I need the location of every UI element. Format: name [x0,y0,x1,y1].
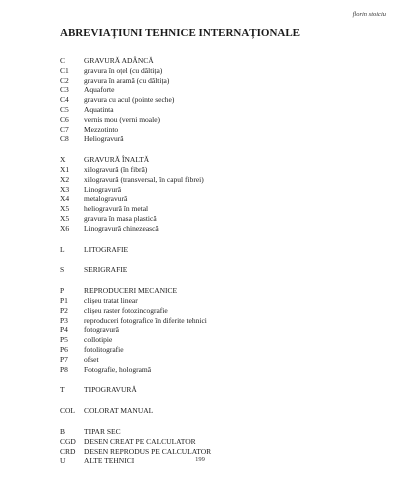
abbreviation-row [60,56,380,66]
abbreviation-code: C7 [60,124,69,134]
abbreviation-code: P5 [60,335,68,345]
abbreviation-description: gravura în aramă (cu dăltița) [84,75,170,85]
abbreviation-description: TIPOGRAVURĂ [84,385,137,395]
abbreviation-row [60,224,380,234]
abbreviation-code: C1 [60,65,69,75]
abbreviation-row [60,385,380,395]
abbreviation-description: LITOGRAFIE [84,244,129,254]
abbreviation-code: P3 [60,315,68,325]
abbreviation-row [60,316,380,326]
abbreviation-code: X1 [60,164,70,174]
abbreviation-description: ALTE TEHNICI [84,456,135,466]
abbreviation-code: X6 [60,223,70,233]
abbreviation-description: GRAVURĂ ADÂNCĂ [84,56,154,65]
abbreviation-description: heliogravură în metal [84,204,149,214]
abbreviation-code: X5 [60,204,70,214]
running-header: florin stoiciu [352,11,386,18]
page-title: ABREVIAȚIUNI TEHNICE INTERNAȚIONALE [60,27,301,39]
abbreviation-code: CGD [60,436,76,446]
abbreviation-row [60,175,380,185]
abbreviation-code: P2 [60,305,68,315]
abbreviation-row [60,245,380,255]
abbreviation-row [60,265,380,275]
abbreviation-code: P1 [60,295,68,305]
abbreviation-description: Fotografie, hologramă [84,364,152,374]
abbreviation-code: C [60,56,66,65]
abbreviation-row [60,406,380,416]
abbreviation-group [60,385,380,395]
abbreviation-code: P7 [60,354,68,364]
abbreviation-code: T [60,385,65,395]
abbreviation-description: COLORAT MANUAL [84,406,154,416]
abbreviation-description: DESEN REPRODUS PE CALCULATOR [84,446,212,456]
abbreviation-row [60,355,380,365]
abbreviation-row [60,427,380,437]
abbreviation-description: gravura în masa plastică [84,213,157,223]
abbreviation-description: metalogravură [84,194,128,204]
abbreviation-description: reproduceri fotografice în diferite tehnici [84,315,207,325]
abbreviation-code: X3 [60,184,70,194]
abbreviation-row [60,306,380,316]
abbreviation-code: P4 [60,325,68,335]
abbreviation-code: X5 [60,213,70,223]
abbreviation-description: GRAVURĂ ÎNALTĂ [84,155,150,165]
abbreviation-description: DESEN CREAT PE CALCULATOR [84,436,196,446]
abbreviation-description: Aquatinta [84,104,114,114]
abbreviation-code: C5 [60,104,69,114]
abbreviation-description: ofset [84,354,99,364]
abbreviation-group [60,56,380,144]
abbreviation-code: X2 [60,174,70,184]
abbreviation-code: U [60,456,66,466]
abbreviation-row [60,165,380,175]
abbreviation-description: fotolitografie [84,344,124,354]
abbreviation-row [60,155,380,165]
abbreviation-code: X4 [60,194,70,204]
abbreviation-description: Linogravură chinezească [84,223,159,233]
abbreviation-row [60,76,380,86]
abbreviation-description: vernis mou (verni moale) [84,114,161,124]
abbreviation-code: C3 [60,85,69,95]
abbreviation-code: X [60,155,66,165]
abbreviation-row [60,115,380,125]
abbreviation-description: collotipie [84,335,113,345]
abbreviation-row [60,286,380,296]
abbreviation-row [60,345,380,355]
abbreviation-row [60,325,380,335]
abbreviation-code: P8 [60,364,68,374]
abbreviation-description: xilogravură (în fibră) [84,164,148,174]
abbreviation-list [60,56,380,477]
abbreviation-row [60,214,380,224]
abbreviation-row [60,194,380,204]
abbreviation-code: C8 [60,134,69,144]
abbreviation-row [60,296,380,306]
abbreviation-code: C4 [60,95,69,105]
abbreviation-code: P [60,286,65,296]
abbreviation-group [60,265,380,275]
abbreviation-row [60,185,380,195]
abbreviation-code: C6 [60,114,69,124]
abbreviation-row [60,437,380,447]
abbreviation-row [60,335,380,345]
abbreviation-description: fotogravură [84,325,119,335]
abbreviation-code: S [60,265,65,275]
abbreviation-row [60,105,380,115]
abbreviation-group [60,155,380,233]
abbreviation-row [60,125,380,135]
abbreviation-code: CRD [60,446,76,456]
abbreviation-description: Linogravură [84,184,122,194]
abbreviation-group [60,286,380,374]
abbreviation-row [60,204,380,214]
abbreviation-description: clișeu tratat linear [84,295,138,305]
abbreviation-description: Mezzotinto [84,124,119,134]
abbreviation-group [60,245,380,255]
abbreviation-code: COL [60,406,75,416]
abbreviation-row [60,447,380,457]
abbreviation-row [60,85,380,95]
abbreviation-description: clișeu raster fotozincografie [84,305,168,315]
abbreviation-code: C2 [60,75,69,85]
abbreviation-row [60,95,380,105]
abbreviation-group [60,406,380,416]
abbreviation-description: Heliogravură [84,134,124,144]
abbreviation-description: xilogravură (transversal, în capul fibrei) [84,174,204,184]
abbreviation-code: B [60,426,66,436]
abbreviation-row [60,66,380,76]
abbreviation-description: SERIGRAFIE [84,265,128,275]
abbreviation-description: gravura în oțel (cu dăltița) [84,65,163,75]
abbreviation-code: P6 [60,344,68,354]
abbreviation-code: L [60,244,65,254]
abbreviation-description: Aquaforte [84,85,115,95]
abbreviation-row [60,134,380,144]
abbreviation-row [60,365,380,375]
abbreviation-description: gravura cu acul (pointe seche) [84,95,175,105]
abbreviation-description: TIPAR SEC [84,426,121,436]
abbreviation-description: REPRODUCERI MECANICE [84,286,178,296]
page-number: 199 [195,456,205,463]
